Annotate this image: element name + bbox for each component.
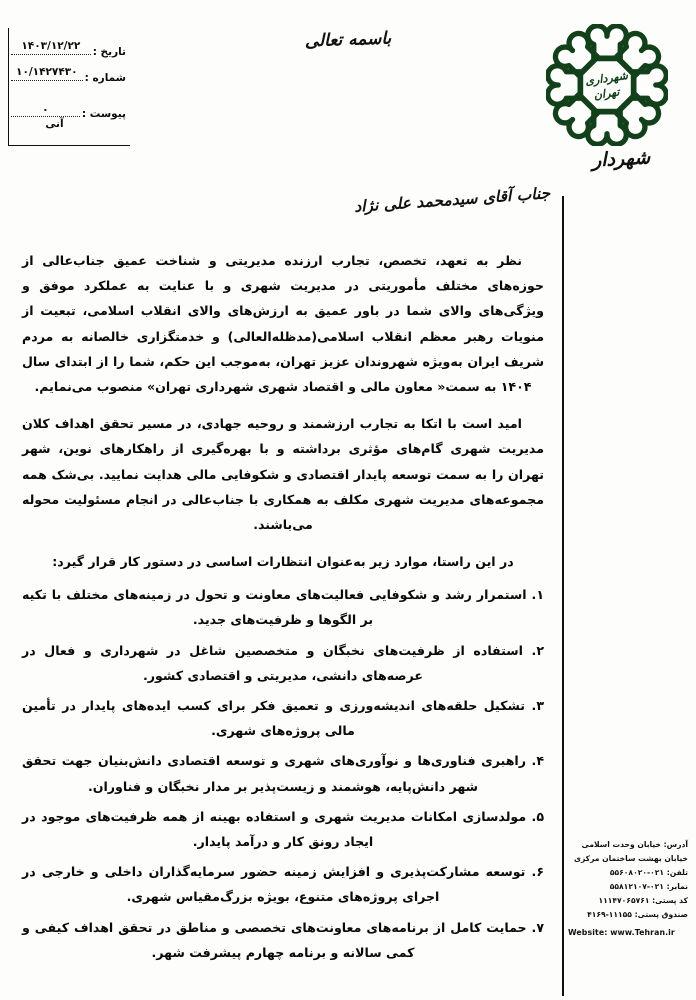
list-item: ۷. حمایت کامل از برنامه‌های معاونت‌های تخصصی و مناطق در تحقق اهداف کیفی و کمی سالانه و برنامه چهارم پیشرفت شهر. xyxy=(22,919,544,960)
footer-po-box-value: ۱۱۱۵۵-۴۱۶۹ xyxy=(587,910,632,920)
list-item: ۱. استمرار رشد و شکوفایی فعالیت‌های معاونت و تحول در زمینه‌های مختلف با تکیه بر الگوها و ظرفیت‌های جدید. xyxy=(22,587,544,628)
footer-address-line-2: خیابان بهشت ساختمان مرکزی xyxy=(573,854,688,864)
list-item: ۵. مولدسازی امکانات مدیریت شهری و استفاده بهینه از همه ظرفیت‌های موجود در ایجاد رونق کار و درآمد پایدار. xyxy=(22,808,544,849)
expectations-list xyxy=(22,582,544,965)
document-meta-box xyxy=(8,28,130,146)
mayor-title: شهردار xyxy=(591,146,651,172)
attachment-label: پیوست : xyxy=(81,108,126,120)
number-value: ۱۰/۱۴۲۷۴۳۰ xyxy=(16,66,78,78)
footer-phone xyxy=(568,866,688,880)
number-label: شماره : xyxy=(84,72,126,84)
footer-contact-block xyxy=(568,838,688,941)
attachment-extra-value: آنی xyxy=(45,118,64,130)
footer-fax xyxy=(568,880,688,894)
list-item: ۲. استفاده از ظرفیت‌های نخبگان و متخصصین شاغل در شهرداری و فعال در عرصه‌های دانشی، مدیریتی و اقتصادی کشور. xyxy=(22,642,544,683)
footer-postal-code-label: کد پستی: xyxy=(652,896,688,906)
addressee-name: جناب آقای سیدمحمد علی نژاد xyxy=(353,183,551,216)
footer-fax-value: ۰۲۱-۵۵۸۱۲۱۰۷ xyxy=(609,882,664,892)
list-item: ۴. راهبری فناوری‌ها و نوآوری‌های شهری و توسعه اقتصادی دانش‌بنیان جهت تحقق شهر دانش‌پایه، هوشمند و زیست‌پذیر بر مدار نخبگان و فناوران. xyxy=(22,753,544,794)
attachment-value: . xyxy=(43,102,48,114)
right-margin-rule xyxy=(562,196,564,996)
document-header xyxy=(0,0,696,185)
footer-fax-label: نمابر: xyxy=(666,882,688,892)
logo-org-name-line2: تهران xyxy=(592,85,621,102)
meta-row-attachment xyxy=(9,94,126,120)
footer-phone-label: تلفن: xyxy=(666,868,688,878)
paragraph-appointment: نظر به تعهد، تخصص، تجارب ارزنده مدیریتی و شناخت عمیق جناب‌عالی از حوزه‌های مختلف مأموریتی در مدیریت شهری و با عنایت به عملکرد موفق و ویژگی‌های والای شما در باور عمیق به ارزش‌های والای انقلاب اسلامی، تبعیت از منویات رهبر معظم انقلاب اسلامی(مدظله‌العالی) و خدمتگزاری خالصانه به مردم شریف ایران به‌ویژه شهروندان عزیز تهران، به‌موجب این حکم، شما را از ابتدای سال ۱۴۰۴ به سمت« معاون مالی و اقتصاد شهری شهرداری تهران» منصوب می‌نمایم. xyxy=(22,253,544,394)
footer-website[interactable]: Website: www.Tehran.ir xyxy=(568,928,675,938)
footer-address-line-1: آدرس: خیابان وحدت اسلامی xyxy=(581,840,688,849)
footer-po-box-label: صندوق پستی: xyxy=(634,910,688,920)
meta-row-date xyxy=(9,32,126,58)
date-label: تاریخ : xyxy=(92,46,126,58)
tehran-municipality-logo-icon xyxy=(546,24,668,146)
footer-phone-value: ۰۲۱-۵۵۶۰۸۰۲۰ xyxy=(609,868,665,878)
number-dotted-rule xyxy=(11,66,83,81)
meta-row-number xyxy=(9,58,126,84)
expectations-lead: در این راستا، موارد زیر به‌عنوان انتظارات اساسی در دستور کار قرار گیرد: xyxy=(52,554,514,570)
logo-org-name-line1: شهرداری xyxy=(584,69,629,88)
letter-body xyxy=(22,248,544,970)
basmala-invocation: باسمه تعالی xyxy=(304,28,392,52)
footer-postal-code xyxy=(568,894,688,908)
footer-po-box xyxy=(568,908,688,922)
date-dotted-rule xyxy=(11,40,91,55)
list-item: ۳. تشکیل حلقه‌های اندیشه‌ورزی و تعمیق فکر برای کسب ایده‌های پایدار در تأمین مالی پروژه‌های شهری. xyxy=(22,698,544,739)
footer-postal-code-value: ۱۱۱۴۷۰۶۵۷۶۱ xyxy=(598,896,650,906)
paragraph-expectations-intro: امید است با اتکا به تجارب ارزشمند و روحیه جهادی، در مسیر تحقق اهداف کلان مدیریت شهری گام‌های مؤثری برداشته و با بهره‌گیری از راهکارهای نوین، شهر تهران را به سمت توسعه پایدار اقتصادی و شکوفایی مالی هدایت نمایید. بی‌شک همه مجموعه‌های مدیریت شهری مکلف به همکاری با جناب‌عالی در انجام مسئولیت محوله می‌باشند. xyxy=(22,416,544,532)
list-item: ۶. توسعه مشارکت‌پذیری و افزایش زمینه حضور سرمایه‌گذاران داخلی و خارجی در اجرای پروژه‌های متنوع، بویژه بزرگ‌مقیاس شهری. xyxy=(22,864,544,905)
attachment-dotted-rule xyxy=(11,102,80,117)
date-value: ۱۴۰۳/۱۲/۲۲ xyxy=(21,40,81,52)
